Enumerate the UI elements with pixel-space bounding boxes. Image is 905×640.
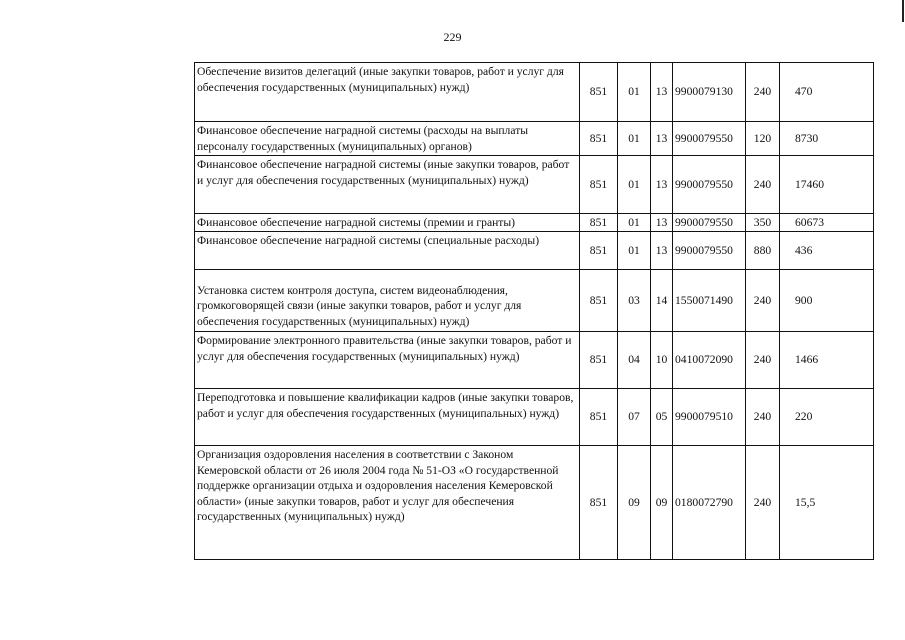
expense-type-code: 240 bbox=[746, 156, 780, 214]
expense-name: Финансовое обеспечение наградной системы (иные закупки товаров, работ и услуг для обеспечения государственных (муниципальных) нужд) bbox=[195, 156, 580, 214]
amount: 220 bbox=[780, 389, 874, 446]
subsection-code: 09 bbox=[651, 446, 673, 560]
section-code: 01 bbox=[618, 232, 651, 270]
expense-type-code: 240 bbox=[746, 389, 780, 446]
section-code: 01 bbox=[618, 122, 651, 156]
table-row bbox=[195, 446, 874, 560]
amount: 15,5 bbox=[780, 446, 874, 560]
amount: 900 bbox=[780, 270, 874, 332]
table-row bbox=[195, 270, 874, 332]
expense-type-code: 240 bbox=[746, 332, 780, 389]
expense-name: Обеспечение визитов делегаций (иные закупки товаров, работ и услуг для обеспечения государственных (муниципальных) нужд) bbox=[195, 63, 580, 122]
expense-type-code: 350 bbox=[746, 214, 780, 232]
ministry-code: 851 bbox=[580, 156, 618, 214]
expense-name: Финансовое обеспечение наградной системы (специальные расходы) bbox=[195, 232, 580, 270]
amount: 436 bbox=[780, 232, 874, 270]
subsection-code: 14 bbox=[651, 270, 673, 332]
ministry-code: 851 bbox=[580, 332, 618, 389]
section-code: 01 bbox=[618, 214, 651, 232]
page-edge-mark bbox=[902, 0, 904, 22]
expense-type-code: 120 bbox=[746, 122, 780, 156]
expense-type-code: 240 bbox=[746, 63, 780, 122]
ministry-code: 851 bbox=[580, 446, 618, 560]
section-code: 01 bbox=[618, 63, 651, 122]
ministry-code: 851 bbox=[580, 389, 618, 446]
amount: 8730 bbox=[780, 122, 874, 156]
table-row bbox=[195, 214, 874, 232]
ministry-code: 851 bbox=[580, 63, 618, 122]
expense-name: Организация оздоровления населения в соответствии с Законом Кемеровской области от 26 июля 2004 года № 51-ОЗ «О государственной поддержке организации отдыха и оздоровления населения Кемеровской области» (иные закупки товаров, работ и услуг для обеспечения государственных (муниципальных) нужд) bbox=[195, 446, 580, 560]
subsection-code: 13 bbox=[651, 63, 673, 122]
expense-type-code: 880 bbox=[746, 232, 780, 270]
expense-name: Финансовое обеспечение наградной системы (расходы на выплаты персоналу государственных (муниципальных) органов) bbox=[195, 122, 580, 156]
expense-name: Финансовое обеспечение наградной системы (премии и гранты) bbox=[195, 214, 580, 232]
expense-type-code: 240 bbox=[746, 446, 780, 560]
amount: 60673 bbox=[780, 214, 874, 232]
table-row bbox=[195, 122, 874, 156]
amount: 1466 bbox=[780, 332, 874, 389]
ministry-code: 851 bbox=[580, 214, 618, 232]
subsection-code: 13 bbox=[651, 232, 673, 270]
amount: 470 bbox=[780, 63, 874, 122]
budget-table bbox=[194, 62, 874, 560]
subsection-code: 13 bbox=[651, 156, 673, 214]
expense-name: Переподготовка и повышение квалификации кадров (иные закупки товаров, работ и услуг для обеспечения государственных (муниципальных) нужд) bbox=[195, 389, 580, 446]
table-row bbox=[195, 156, 874, 214]
expense-type-code: 240 bbox=[746, 270, 780, 332]
target-article-code: 9900079510 bbox=[673, 389, 746, 446]
subsection-code: 13 bbox=[651, 214, 673, 232]
target-article-code: 9900079130 bbox=[673, 63, 746, 122]
section-code: 09 bbox=[618, 446, 651, 560]
target-article-code: 9900079550 bbox=[673, 156, 746, 214]
ministry-code: 851 bbox=[580, 270, 618, 332]
subsection-code: 05 bbox=[651, 389, 673, 446]
table-row bbox=[195, 63, 874, 122]
section-code: 07 bbox=[618, 389, 651, 446]
table-row bbox=[195, 389, 874, 446]
subsection-code: 10 bbox=[651, 332, 673, 389]
target-article-code: 0410072090 bbox=[673, 332, 746, 389]
ministry-code: 851 bbox=[580, 232, 618, 270]
section-code: 03 bbox=[618, 270, 651, 332]
expense-name: Установка систем контроля доступа, систем видеонаблюдения, громкоговорящей связи (иные закупки товаров, работ и услуг для обеспечения государственных (муниципальных) нужд) bbox=[195, 270, 580, 332]
page-number: 229 bbox=[443, 30, 462, 44]
table-row bbox=[195, 232, 874, 270]
section-code: 04 bbox=[618, 332, 651, 389]
target-article-code: 0180072790 bbox=[673, 446, 746, 560]
table-row bbox=[195, 332, 874, 389]
subsection-code: 13 bbox=[651, 122, 673, 156]
target-article-code: 9900079550 bbox=[673, 232, 746, 270]
amount: 17460 bbox=[780, 156, 874, 214]
target-article-code: 1550071490 bbox=[673, 270, 746, 332]
expense-name: Формирование электронного правительства (иные закупки товаров, работ и услуг для обеспечения государственных (муниципальных) нужд) bbox=[195, 332, 580, 389]
section-code: 01 bbox=[618, 156, 651, 214]
ministry-code: 851 bbox=[580, 122, 618, 156]
target-article-code: 9900079550 bbox=[673, 122, 746, 156]
target-article-code: 9900079550 bbox=[673, 214, 746, 232]
